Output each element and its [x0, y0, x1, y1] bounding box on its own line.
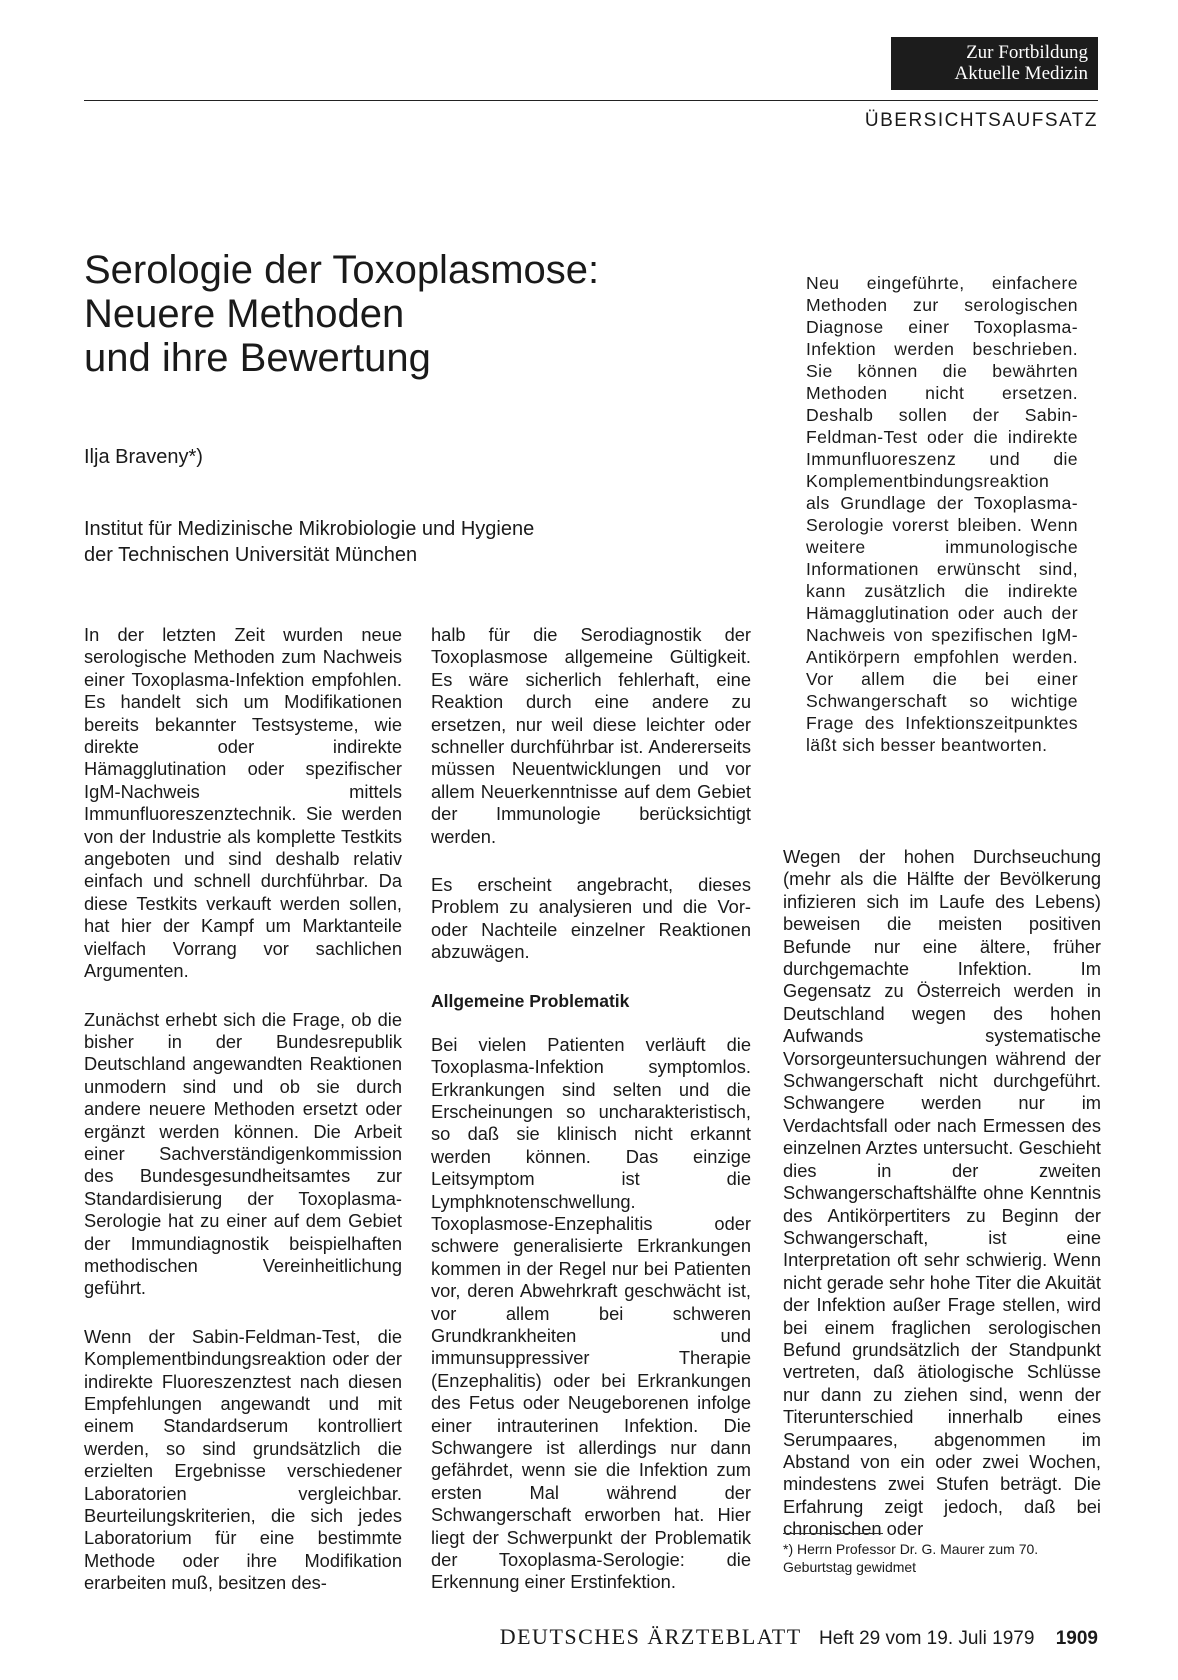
- page-footer: [500, 1626, 1098, 1650]
- abstract: Neu eingeführte, einfachere Methoden zur serologischen Diagnose einer Toxoplasma-Infektion werden beschrieben. Sie können die bewährten Methoden nicht ersetzen. Deshalb sollen der Sabin-Feldman-Test oder die indirekte Immunfluoreszenz und die Komplementbindungsreaktion als Grundlage der Toxoplasma-Serologie vorerst bleiben. Wenn weitere immunologische Informationen erwünscht sind, kann zusätzlich die indirekte Hämagglutination oder auch der Nachweis von spezifischen IgM-Antikörpern empfohlen werden. Vor allem die bei einer Schwangerschaft so wichtige Frage des Infektionszeitpunktes läßt sich besser beantworten.: [806, 273, 1078, 755]
- title-line-3: und ihre Bewertung: [84, 336, 431, 380]
- footnote: *) Herrn Professor Dr. G. Maurer zum 70. Geburtstag gewidmet: [783, 1541, 1039, 1575]
- column-right: [783, 846, 1101, 1567]
- paragraph: Wenn der Sabin-Feldman-Test, die Komplementbindungsreaktion oder der indirekte Fluoreszenztest nach diesen Empfehlungen angewandt und mit einem Standardserum kontrolliert werden, so sind grundsätzlich die erzielten Ergebnisse verschiedener Laboratorien vergleichbar. Beurteilungskriterien, die sich jedes Laboratorium für eine bestimmte Methode oder ihre Modifikation erarbeiten muß, besitzen des-: [84, 1325, 402, 1594]
- institution-line-2: der Technischen Universität München: [84, 544, 418, 566]
- journal-name: DEUTSCHES ÄRZTEBLATT: [499, 1624, 802, 1649]
- institution: [84, 516, 534, 568]
- title-line-1: Serologie der Toxoplasmose:: [84, 248, 600, 292]
- paragraph: Es erscheint angebracht, dieses Problem zu analysieren und die Vor- oder Nachteile einzelner Reaktionen abzuwägen.: [431, 874, 751, 963]
- section-badge: [891, 37, 1098, 90]
- badge-line-1: Zur Fortbildung: [966, 42, 1088, 63]
- page-number: 1909: [1055, 1628, 1098, 1649]
- title-line-2: Neuere Methoden: [84, 292, 405, 336]
- issue-info: Heft 29 vom 19. Juli 1979: [818, 1628, 1035, 1649]
- section-heading: Allgemeine Problematik: [431, 990, 630, 1011]
- column-left: [84, 624, 402, 1621]
- section-label: ÜBERSICHTSAUFSATZ: [864, 110, 1098, 131]
- institution-line-1: Institut für Medizinische Mikrobiologie und Hygiene: [84, 518, 535, 540]
- article-title: [84, 248, 724, 380]
- footnote-rule: [783, 1533, 883, 1534]
- column-middle: [431, 624, 751, 1620]
- header-rule: [84, 100, 1098, 101]
- paragraph: In der letzten Zeit wurden neue serologische Methoden zum Nachweis einer Toxoplasma-Infektion empfohlen. Es handelt sich um Modifikationen bereits bekannter Testsysteme, wie direkte oder indirekte Hämagglutination oder spezifischer IgM-Nachweis mittels Immunfluoreszenztechnik. Sie werden von der Industrie als komplette Testkits angeboten und sind deshalb relativ einfach und schnell durchführbar. Da diese Testkits verkauft werden sollen, hat hier der Kampf um Marktanteile vielfach Vorrang vor sachlichen Argumenten.: [84, 624, 402, 982]
- paragraph: halb für die Serodiagnostik der Toxoplasmose allgemeine Gültigkeit. Es wäre sicherlich fehlerhaft, eine Reaktion durch eine andere zu ersetzen, nur weil diese leichter oder schneller durchführbar ist. Andererseits müssen Neuentwicklungen und vor allem Neuerkenntnisse auf dem Gebiet der Immunologie berücksichtigt werden.: [431, 624, 751, 847]
- paragraph: Wegen der hohen Durchseuchung (mehr als die Hälfte der Bevölkerung infizieren sich im Laufe des Lebens) beweisen die meisten positiven Befunde nur eine ältere, früher durchgemachte Infektion. Im Gegensatz zu Österreich werden in Deutschland wegen des hohen Aufwands systematische Vorsorgeuntersuchungen während der Schwangerschaft nicht durchgeführt. Schwangere werden nur im Verdachtsfall oder nach Ermessen des einzelnen Arztes untersucht. Geschieht dies in der zweiten Schwangerschaftshälfte ohne Kenntnis des Antikörpertiters zu Beginn der Schwangerschaft, ist eine Interpretation oft sehr schwierig. Wenn nicht gerade sehr hohe Titer die Akuität der Infektion außer Frage stellen, wird bei einem fraglichen serologischen Befund grundsätzlich der Standpunkt vertreten, daß ätiologische Schlüsse nur dann zu ziehen sind, wenn der Titerunterschied innerhalb eines Serumpaares, abgenommen im Abstand von ein oder zwei Wochen, mindestens zwei Stufen beträgt. Die Erfahrung zeigt jedoch, daß bei chronischen oder: [783, 846, 1101, 1540]
- paragraph: Bei vielen Patienten verläuft die Toxoplasma-Infektion symptomlos. Erkrankungen sind selten und die Erscheinungen so uncharakteristisch, so daß sie klinisch nicht erkannt werden können. Das einzige Leitsymptom ist die Lymphknotenschwellung. Toxoplasmose-Enzephalitis oder schwere generalisierte Erkrankungen kommen in der Regel nur bei Patienten vor, deren Abwehrkraft geschwächt ist, vor allem bei schweren Grundkrankheiten und immunsuppressiver Therapie (Enzephalitis) oder bei Erkrankungen des Fetus oder Neugeborenen infolge einer intrauterinen Infektion. Die Schwangere ist allerdings nur dann gefährdet, wenn sie die Infektion zum ersten Mal während der Schwangerschaft erworben hat. Hier liegt der Schwerpunkt der Problematik der Toxoplasma-Serologie: die Erkennung einer Erstinfektion.: [431, 1033, 751, 1593]
- paragraph: Zunächst erhebt sich die Frage, ob die bisher in der Bundesrepublik Deutschland angewandten Reaktionen unmodern sind und ob sie durch andere neuere Methoden ersetzt oder ergänzt werden können. Die Arbeit einer Sachverständigenkommission des Bundesgesundheitsamtes zur Standardisierung der Toxoplasma-Serologie hat zu einer auf dem Gebiet der Immundiagnostik beispielhaften methodischen Vereinheitlichung geführt.: [84, 1008, 402, 1299]
- badge-line-2: Aktuelle Medizin: [954, 63, 1088, 84]
- author: Ilja Braveny*): [84, 446, 203, 468]
